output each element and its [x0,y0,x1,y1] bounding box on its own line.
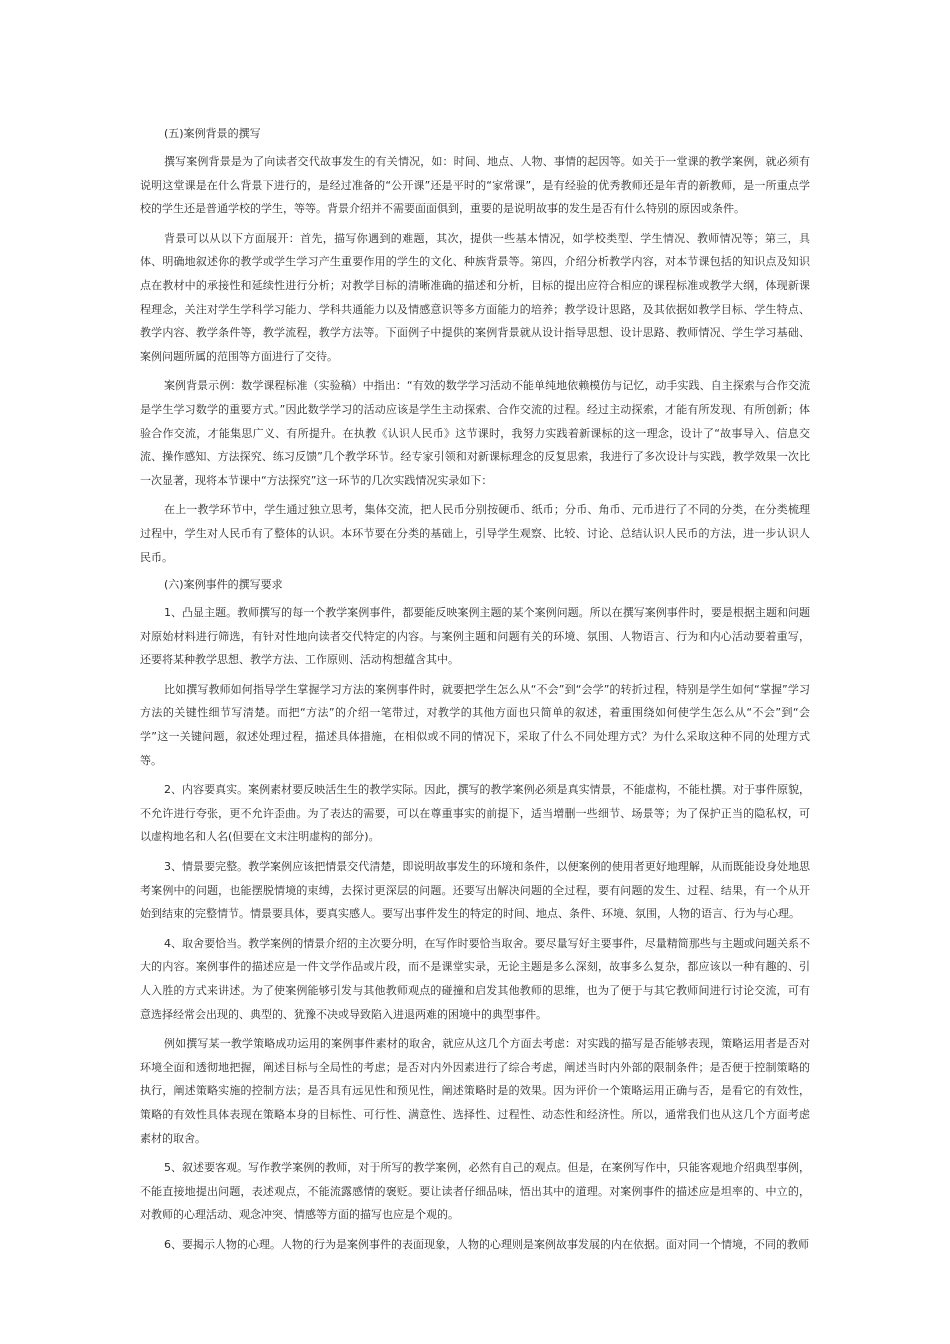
paragraph: 5、叙述要客观。写作教学案例的教师，对于所写的教学案例，必然有自己的观点。但是，在案例写作中，只能客观地介绍典型事例，不能直接地提出问题，表述观点，不能流露感情的褒贬。要让读者仔细品味，悟出其中的道理。对案例事件的描述应是坦率的、中立的，对教师的心理活动、观念冲突、情感等方面的描写也应是个观的。 [140,1161,810,1222]
paragraph: 3、情景要完整。教学案例应该把情景交代清楚，即说明故事发生的环境和条件，以便案例的使用者更好地理解，从而既能设身处地思考案例中的问题，也能摆脱情境的束缚，去探讨更深层的问题。还要写出解决问题的全过程，要有问题的发生、过程、结果，有一个从开始到结束的完整情节。情景要具体，要真实感人。要写出事件发生的特定的时间、地点、条件、环境、氛围，人物的语言、行为与心理。 [140,860,810,921]
paragraph: 比如撰写教师如何指导学生掌握学习方法的案例事件时，就要把学生怎么从“不会”到“会学”的转折过程，特别是学生如何“掌握”学习方法的关键性细节写清楚。而把“方法”的介绍一笔带过，对教学的其他方面也只简单的叙述，着重围绕如何使学生怎么从“不会”到“会学”这一关键问题，叙述处理过程，描述具体措施，在相似或不同的情况下，采取了什么不同处理方式？为什么采取这种不同的处理方式等。 [140,682,810,767]
paragraph: 撰写案例背景是为了向读者交代故事发生的有关情况，如：时间、地点、人物、事情的起因等。如关于一堂课的教学案例，就必须有说明这堂课是在什么背景下进行的，是经过准备的“公开课”还是平时的“家常课”，是有经验的优秀教师还是年青的新教师，是一所重点学校的学生还是普通学校的学生，等等。背景介绍并不需要面面俱到，重要的是说明故事的发生是否有什么特别的原因或条件。 [140,155,810,216]
section-heading-background: (五)案例背景的撰写 [164,127,261,140]
paragraph: 背景可以从以下方面展开：首先，描写你遇到的难题，其次，提供一些基本情况，如学校类型、学生情况、教师情况等；第三，具体、明确地叙述你的教学或学生学习产生重要作用的学生的文化、种族背景等。第四，介绍分析教学内容，对本节课包括的知识点及知识点在教材中的承接性和延续性进行分析；对教学目标的清晰准确的描述和分析，目标的提出应符合相应的课程标准或教学大纲，体现新课程理念，关注对学生学科学习能力、学科共通能力以及情感意识等多方面能力的培养；教学设计思路，及其依据如教学目标、学生特点、教学内容、教学条件等，教学流程，教学方法等。下面例子中提供的案例背景就从设计指导思想、设计思路、教师情况、学生学习基础、案例问题所属的范围等方面进行了交待。 [140,231,810,363]
paragraph: 在上一教学环节中，学生通过独立思考，集体交流，把人民币分别按硬币、纸币；分币、角币、元币进行了不同的分类，在分类梳理过程中，学生对人民币有了整体的认识。本环节要在分类的基础上，引导学生观察、比较、讨论、总结认识人民币的方法，进一步认识人民币。 [140,503,810,564]
paragraph: 案例背景示例：数学课程标准（实验稿）中指出：“有效的数学学习活动不能单纯地依赖模仿与记忆，动手实践、自主探索与合作交流是学生学习数学的重要方式。”因此数学学习的活动应该是学生主动探索、合作交流的过程。经过主动探索，才能有所发现、有所创新；体验合作交流，才能集思广义、有所提升。在执教《认识人民币》这节课时，我努力实践着新课标的这一理念，设计了“故事导入、信息交流、操作感知、方法探究、练习反馈”几个教学环节。经专家引领和对新课标理念的反复思索，我进行了多次设计与实践，教学效果一次比一次显著，现将本节课中“方法探究”这一环节的几次实践情况实录如下： [140,379,810,487]
paragraph: 6、要揭示人物的心理。人物的行为是案例事件的表面现象，人物的心理则是案例故事发展的内在依据。面对同一个情境，不同的教师 [164,1237,809,1251]
paragraph: 例如撰写某一教学策略成功运用的案例事件素材的取舍，就应从这几个方面去考虑：对实践的描写是否能够表现，策略运用者是否对环境全面和透彻地把握，阐述目标与全局性的考虑；是否对内外因素进行了综合考虑，阐述当时内外部的限制条件；是否便于控制策略的执行，阐述策略实施的控制方法；是否具有远见性和预见性，阐述策略时是的效果。因为评价一个策略运用正确与否，是看它的有效性，策略的有效性具体表现在策略本身的目标性、可行性、满意性、选择性、过程性、动态性和经济性。所以，通常我们也从这几个方面考虑素材的取舍。 [140,1037,810,1145]
paragraph: 2、内容要真实。案例素材要反映活生生的教学实际。因此，撰写的教学案例必须是真实情景，不能虚构，不能杜撰。对于事件原貌，不允许进行夸张，更不允许歪曲。为了表达的需要，可以在尊重事实的前提下，适当增删一些细节、场景等；为了保护正当的隐私权，可以虚构地名和人名(但要在文末注明虚构的部分)。 [140,783,810,844]
section-heading-events: (六)案例事件的撰写要求 [164,578,283,592]
paragraph: 4、取舍要恰当。教学案例的情景介绍的主次要分明，在写作时要恰当取舍。要尽量写好主要事件，尽量精简那些与主题或问题关系不大的内容。案例事件的描述应是一件文学作品或片段，而不是课堂实录，无论主题是多么深刻，故事多么复杂，都应该以一种有趣的、引人入胜的方式来讲述。为了使案例能够引发与其他教师观点的碰撞和启发其他教师的思维，也为了便于与其它教师间进行讨论交流，可有意选择经常会出现的、典型的、犹豫不决或导致陷入进退两难的困境中的典型事件。 [140,936,810,1021]
paragraph: 1、凸显主题。教师撰写的每一个教学案例事件，都要能反映案例主题的某个案例问题。所以在撰写案例事件时，要是根据主题和问题对原始材料进行筛选，有针对性地向读者交代特定的内容。与案例主题和问题有关的环境、氛围、人物语言、行为和内心活动要着重写，还要将某种教学思想、教学方法、工作原则、活动构想蕴含其中。 [140,606,810,667]
document-body [140,124,810,1263]
